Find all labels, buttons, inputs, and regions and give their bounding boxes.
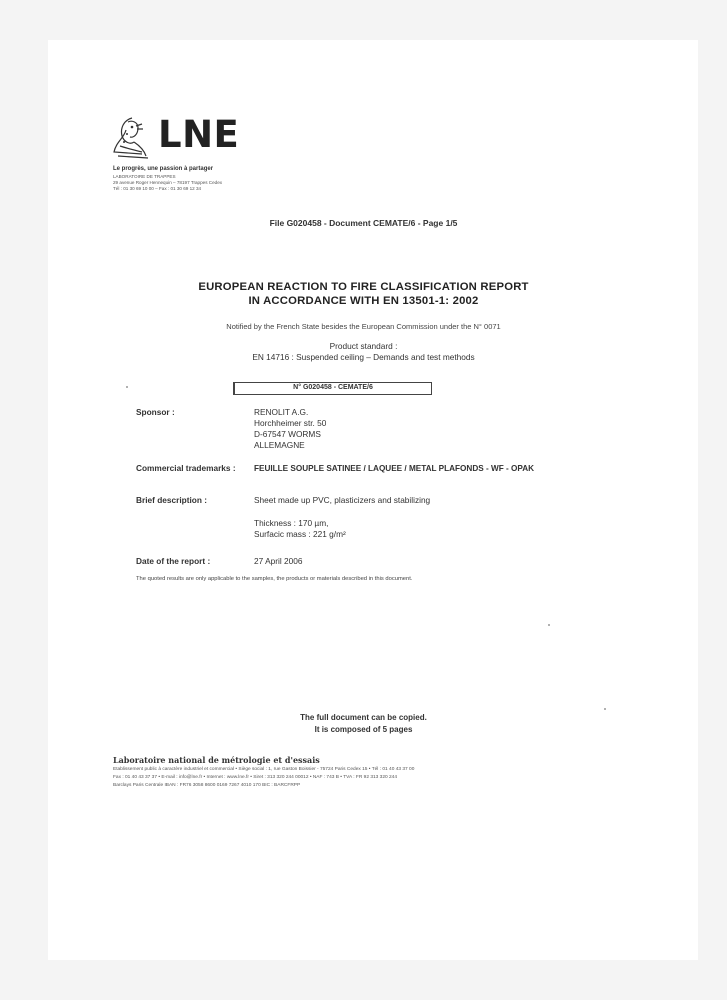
- reference-number-box: [233, 382, 432, 395]
- footer-line: Barclays Paris Centrale IBAN : FR76 3058 8600 0169 7267 4010 170 BIC : BARCFRPP: [113, 783, 301, 788]
- thickness-value: Thickness : 170 µm,: [254, 518, 329, 528]
- footer-title: Laboratoire national de métrologie et d'essais: [113, 755, 320, 765]
- sponsor-line: Horchheimer str. 50: [254, 418, 327, 428]
- footer-line: Etablissement public à caractère industriel et commercial • Siège social : 1, rue Gaston Boissier - 75724 Paris Cedex 15 • Tél : 01 40 43 37 00: [113, 767, 415, 772]
- product-standard-value: EN 14716 : Suspended ceiling – Demands and test methods: [252, 352, 475, 362]
- lab-address-line: LABORATOIRE DE TRAPPES: [113, 174, 176, 179]
- page-blot: [368, 62, 528, 147]
- copy-note-line-2: It is composed of 5 pages: [314, 725, 413, 734]
- sponsor-line: RENOLIT A.G.: [254, 407, 309, 417]
- file-reference: File G020458 - Document CEMATE/6 - Page 1/5: [269, 218, 458, 228]
- scan-speck: [126, 386, 128, 388]
- notified-text: Notified by the French State besides the European Commission under the N° 0071: [226, 322, 501, 331]
- report-title-line-2: IN ACCORDANCE WITH EN 13501-1: 2002: [248, 295, 479, 307]
- lab-address-line: 29 avenue Roger Hennequin – 78197 Trappes Cedex: [113, 180, 223, 185]
- trademarks-value: FEUILLE SOUPLE SATINEE / LAQUEE / METAL PLAFONDS - WF - OPAK: [254, 464, 535, 473]
- surfacic-mass-value: Surfacic mass : 221 g/m²: [254, 529, 346, 539]
- copy-note-line-1: The full document can be copied.: [300, 713, 427, 722]
- report-title-line-1: EUROPEAN REACTION TO FIRE CLASSIFICATION REPORT: [198, 281, 529, 293]
- footer-line: Fax : 01 40 43 37 37 • E-mail : info@lne.fr • Internet : www.lne.fr • Siret : 313 320 244 00012 • NAF : 743 B • TVA : FR 92 313 320 244: [113, 775, 398, 780]
- report-date-value: 27 April 2006: [254, 556, 303, 566]
- sponsor-label: Sponsor :: [136, 407, 175, 417]
- product-standard-label: Product standard :: [329, 341, 398, 351]
- sponsor-line: ALLEMAGNE: [254, 440, 305, 450]
- slogan: Le progrès, une passion à partager: [113, 166, 214, 172]
- scan-speck: [604, 708, 606, 710]
- scan-speck: [548, 624, 550, 626]
- report-date-label: Date of the report :: [136, 556, 211, 566]
- sponsor-line: D-67547 WORMS: [254, 429, 321, 439]
- reference-number: N° G020458 - CEMATE/6: [293, 384, 373, 391]
- trademarks-label: Commercial trademarks :: [136, 463, 236, 473]
- disclaimer: The quoted results are only applicable to the samples, the products or materials described in this document.: [136, 576, 413, 582]
- lab-address-line: Tél : 01 30 69 10 00 – Fax : 01 30 69 12 34: [113, 186, 202, 191]
- logo-text: LNE: [158, 113, 240, 156]
- brief-description-label: Brief description :: [136, 495, 207, 505]
- brief-description-value: Sheet made up PVC, plasticizers and stabilizing: [254, 495, 431, 505]
